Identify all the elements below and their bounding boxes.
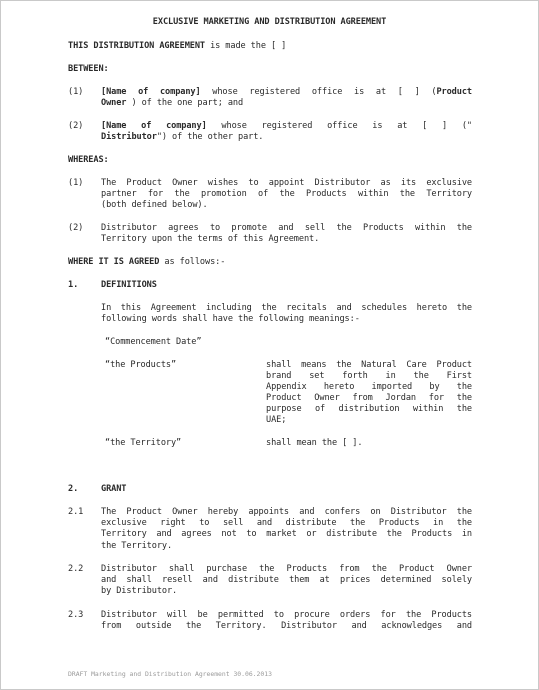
section-number: 1. [68, 280, 79, 290]
clause-number: 2.3 [68, 610, 84, 620]
party-text: ") of the other part. [156, 132, 264, 142]
recital-line: Territory upon the terms of this Agreement. [101, 234, 320, 244]
definition-term: “the Territory” [105, 438, 182, 448]
recital-number: (2) [68, 223, 84, 233]
recital-number: (1) [68, 178, 84, 188]
recital-line: Distributor agrees to promote and sell the Products within the [101, 223, 472, 233]
definition-term: “the Products” [105, 360, 177, 370]
party-text: whose registered office is at [ ] ( [200, 87, 437, 97]
party-role: Owner [101, 98, 127, 108]
agreed-clause [68, 257, 225, 268]
agreement-intro [68, 41, 286, 52]
definition-meaning-line: brand set forth in the First [266, 371, 472, 381]
clause-line: and shall resell and distribute them at prices determined solely [101, 575, 472, 585]
clause-number: 2.1 [68, 507, 84, 517]
recital-line: (both defined below). [101, 200, 208, 210]
clause-line: by Distributor. [101, 586, 178, 596]
whereas-heading: WHEREAS: [68, 155, 109, 165]
party-number: (1) [68, 87, 84, 97]
party-number: (2) [68, 121, 84, 131]
party-line [101, 132, 263, 143]
party-role: Distributor [101, 132, 157, 142]
clause-line: exclusive right to sell and distribute the Products in the [101, 518, 472, 528]
definition-meaning-line: shall means the Natural Care Product [266, 360, 472, 370]
party-name-placeholder: [Name of company] [101, 121, 207, 131]
definition-meaning-line: Product Owner from Jordan for the [266, 393, 472, 403]
clause-line: from outside the Territory. Distributor and acknowledges and [101, 621, 472, 631]
definition-term: “Commencement Date” [105, 337, 202, 347]
party-line [101, 87, 472, 98]
between-heading: BETWEEN: [68, 64, 109, 74]
section-heading: DEFINITIONS [101, 280, 157, 290]
clause-line: Distributor shall purchase the Products from the Product Owner [101, 564, 472, 574]
agreed-rest: as follows:- [159, 257, 226, 267]
page-footer: DRAFT Marketing and Distribution Agreement 30.06.2013 [68, 670, 272, 678]
definition-meaning-line: UAE; [266, 415, 287, 425]
party-text: whose registered office is at [ ] (" [206, 121, 472, 131]
clause-line: The Product Owner hereby appoints and confers on Distributor the [101, 507, 472, 517]
recital-line: The Product Owner wishes to appoint Distributor as its exclusive [101, 178, 472, 188]
clause-number: 2.2 [68, 564, 84, 574]
intro-bold: THIS DISTRIBUTION AGREEMENT [68, 41, 205, 51]
party-role: Product [436, 87, 472, 97]
section-heading: GRANT [101, 484, 127, 494]
party-name-placeholder: [Name of company] [101, 87, 201, 97]
definition-meaning-line: purpose of distribution within the [266, 404, 472, 414]
party-line [101, 98, 243, 109]
clause-line: the Territory. [101, 541, 173, 551]
section-number: 2. [68, 484, 79, 494]
agreed-bold: WHERE IT IS AGREED [68, 257, 160, 267]
definition-meaning-line: Appendix hereto imported by the [266, 382, 472, 392]
clause-line: Distributor will be permitted to procure orders for the Products [101, 610, 472, 620]
definition-meaning-line: shall mean the [ ]. [266, 438, 363, 448]
definitions-intro-line: following words shall have the following meanings:- [101, 314, 360, 324]
recital-line: partner for the promotion of the Products within the Territory [101, 189, 472, 199]
clause-line: Territory and agrees not to market or distribute the Products in [101, 529, 472, 539]
intro-rest: is made the [ ] [205, 41, 287, 51]
definitions-intro-line: In this Agreement including the recitals and schedules hereto the [101, 303, 472, 313]
document-title: EXCLUSIVE MARKETING AND DISTRIBUTION AGREEMENT [152, 17, 387, 27]
party-line [101, 121, 472, 132]
party-text: ) of the one part; and [126, 98, 244, 108]
